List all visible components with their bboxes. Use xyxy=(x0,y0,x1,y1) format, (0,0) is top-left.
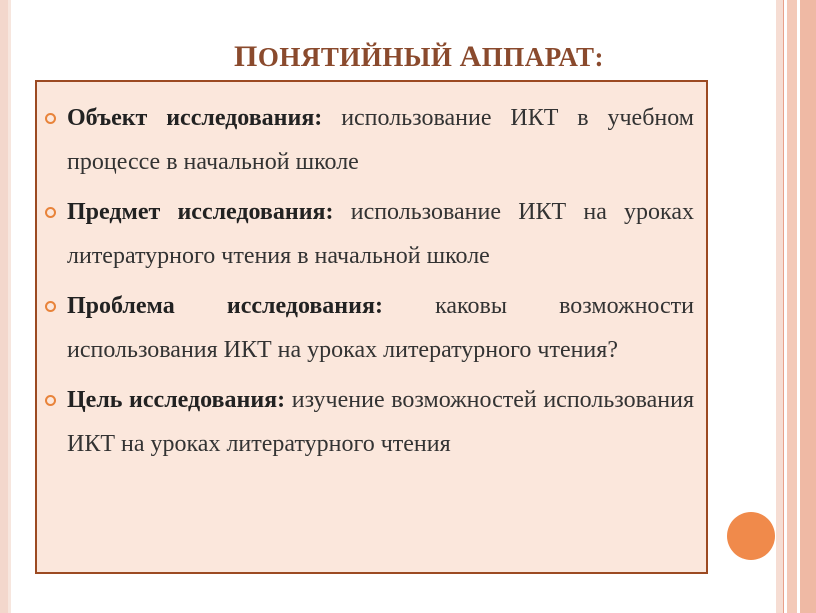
item-term: Предмет исследования: xyxy=(67,199,334,225)
list-item-object xyxy=(67,96,694,184)
content-box xyxy=(35,80,708,574)
slide-title: ПОНЯТИЙНЫЙ АППАРАТ: xyxy=(234,40,604,73)
right-stripes-decoration xyxy=(776,0,816,613)
bullet-icon xyxy=(45,395,56,406)
list-item-subject xyxy=(67,190,694,278)
item-term: Проблема исследования: xyxy=(67,293,383,319)
list-item-problem xyxy=(67,284,694,372)
bullet-icon xyxy=(45,301,56,312)
item-text: изучение возможностей использования ИКТ на уроках литературного чтения xyxy=(67,387,695,457)
bullet-icon xyxy=(45,113,56,124)
left-border-decoration xyxy=(0,0,8,613)
bullet-icon xyxy=(45,207,56,218)
item-term: Цель исследования: xyxy=(67,387,286,413)
item-text: использование ИКТ на уроках литературного чтения в начальной школе xyxy=(67,199,694,269)
item-text: использование ИКТ в учебном процессе в начальной школе xyxy=(67,105,694,175)
item-term: Объект исследования: xyxy=(67,105,323,131)
list-item-goal xyxy=(67,378,694,466)
accent-circle-decoration xyxy=(727,512,775,560)
item-text: каковы возможности использования ИКТ на уроках литературного чтения? xyxy=(67,293,694,363)
vertical-divider xyxy=(783,0,784,613)
